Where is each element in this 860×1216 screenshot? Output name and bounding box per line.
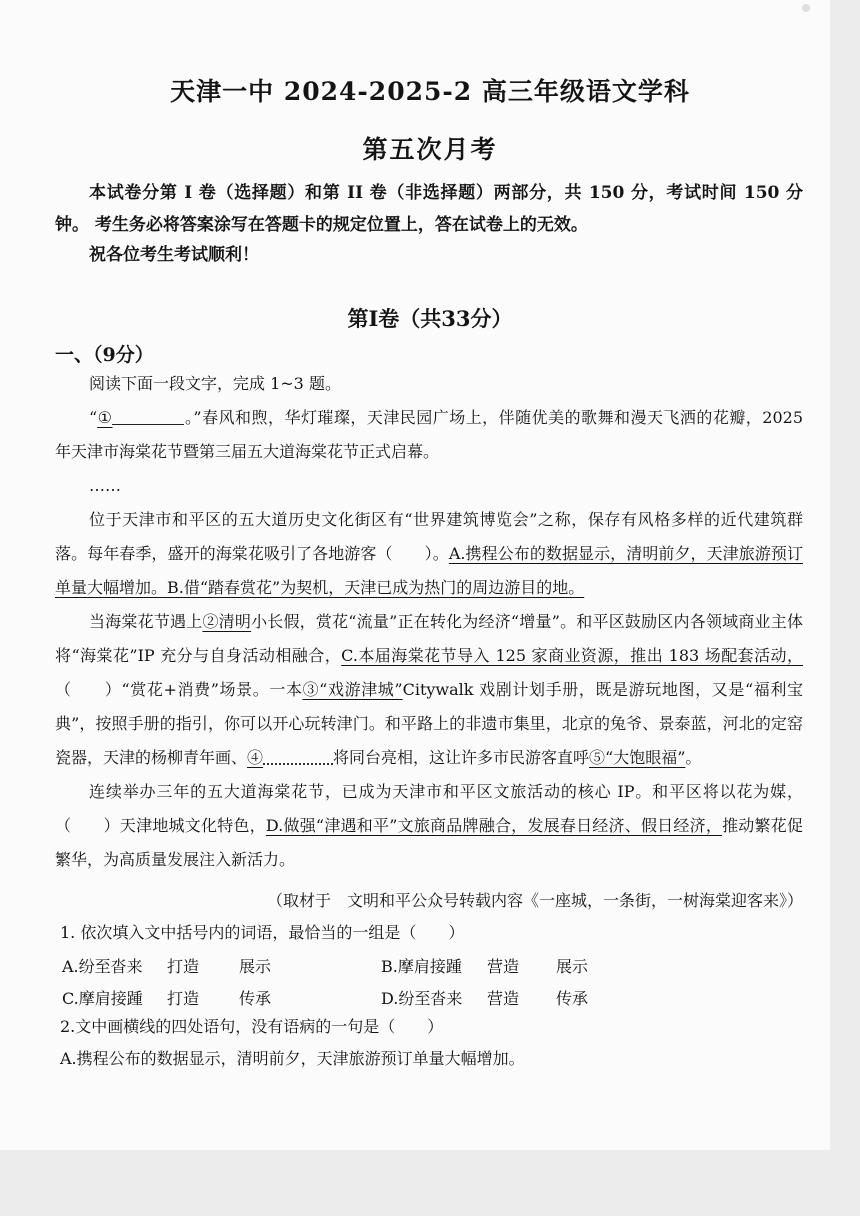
- paragraph-4-text-5: 将同台亮相，这让许多市民游客直呼: [333, 748, 590, 767]
- passage: [55, 367, 803, 877]
- paragraph-5-text-1: 连续举办三年的五大道海棠花节，已成为天津市和平区文旅活动的核心 IP。和平区将以花为媒，（ ）天津地城文化特色，: [55, 782, 803, 835]
- q1-option-a: A.纷至沓来: [62, 957, 143, 976]
- underlined-sentence-b: B.借“踏春赏花”为契机，天津已成为热门的周边游目的地。: [167, 578, 585, 597]
- q1-option-a-word-2: 打造: [167, 957, 200, 976]
- question-1: 1. 依次填入文中括号内的词语，最恰当的一组是（ ）: [60, 923, 465, 942]
- underlined-sentence-c: C.本届海棠花节导入 125 家商业资源，推出 183 场配套活动，: [341, 646, 803, 665]
- mark-1: ①: [97, 408, 113, 427]
- quote-open: “: [89, 408, 98, 427]
- q1-option-c-word-3: 传承: [239, 989, 272, 1008]
- exam-wish: 祝各位考生考试顺利！: [89, 245, 259, 265]
- q1-option-c-word-2: 打造: [167, 989, 200, 1008]
- paragraph-5: [55, 775, 803, 877]
- scan-mark: [802, 4, 810, 12]
- q1-option-b-word-3: 展示: [556, 957, 589, 976]
- part-one-label: 一、（9分）: [55, 344, 154, 366]
- paragraph-4-text-2: 小长假，赏花“流量”正在转化为经济“增量”。和平区鼓励区内各领域商业主体将“海棠花”IP 充分与自身活动相融合，: [55, 612, 803, 665]
- paragraph-3-text: 位于天津市和平区的五大道历史文化街区有“世界建筑博览会”之称，保存有风格多样的近代建筑群落。每年春季，盛开的海棠花吸引了各地游客（ ）。: [55, 510, 803, 563]
- instruction: 阅读下面一段文字，完成 1~3 题。: [89, 374, 341, 393]
- paragraph-1-text: 。”春风和煦，华灯璀璨，天津民园广场上，伴随优美的歌舞和漫天飞洒的花瓣，2025 年天津市海棠花节暨第三届五大道海棠花节正式启幕。: [55, 408, 803, 461]
- q1-option-a-word-3: 展示: [239, 957, 272, 976]
- paragraph-4: [55, 605, 803, 775]
- paragraph-4-text-6: 。: [685, 748, 702, 767]
- blank-4: [263, 745, 333, 765]
- q1-option-b-word-2: 营造: [487, 957, 520, 976]
- exam-title: 天津一中 2024-2025-2 高三年级语文学科: [170, 77, 690, 106]
- underlined-sentence-d: D.做强“津遇和平”文旅商品牌融合，发展春日经济、假日经济，: [265, 816, 723, 835]
- blank-1: [112, 406, 184, 425]
- section-title: 第I卷（共33分）: [347, 306, 513, 331]
- paragraph-1: [55, 401, 803, 469]
- mark-2: ②清明: [202, 612, 252, 631]
- paragraph-3: [55, 503, 803, 605]
- q1-option-d-word-3: 传承: [556, 989, 589, 1008]
- exam-intro: 本试卷分第 I 卷（选择题）和第 II 卷（非选择题）两部分，共 150 分，考试时间 150 分钟。 考生务必将答案涂写在答题卡的规定位置上，答在试卷上的无效。: [55, 183, 803, 235]
- mark-5: ⑤“大饱眼福”: [589, 748, 686, 767]
- question-2: 2.文中画横线的四处语句，没有语病的一句是（ ）: [60, 1017, 444, 1036]
- exam-subtitle: 第五次月考: [362, 135, 498, 164]
- paragraph-4-text-1: 当海棠花节遇上: [89, 612, 203, 631]
- mark-3: ③“戏游津城”: [302, 680, 403, 699]
- paragraph-5-text-2: 推动繁花促繁华，为高质量发展注入新活力。: [55, 816, 803, 869]
- paragraph-4-text-3: （ ）“赏花+消费”场景。一本: [55, 680, 303, 699]
- paragraph-4-text-4: Citywalk 戏剧计划手册，既是游玩地图，又是“福利宝典”，按照手册的指引，你可以开心玩转津门。和平路上的非遗市集里，北京的兔爷、景泰蓝，河北的定窑瓷器，天津的杨柳青年画、: [55, 680, 803, 767]
- q1-option-c: C.摩肩接踵: [62, 989, 143, 1008]
- q2-option-a: A.携程公布的数据显示，清明前夕，天津旅游预订单量大幅增加。: [60, 1049, 525, 1068]
- source-note: （取材于 文明和平公众号转载内容《一座城，一条街，一树海棠迎客来》）: [266, 891, 803, 910]
- q1-option-d: D.纷至沓来: [381, 989, 463, 1008]
- q1-option-d-word-2: 营造: [487, 989, 520, 1008]
- mark-4: ④: [247, 748, 264, 767]
- underlined-sentence-a: A.携程公布的数据显示，清明前夕，天津旅游预订单量大幅增加。: [55, 544, 803, 597]
- ellipsis: ……: [89, 476, 121, 495]
- q1-option-b: B.摩肩接踵: [381, 957, 462, 976]
